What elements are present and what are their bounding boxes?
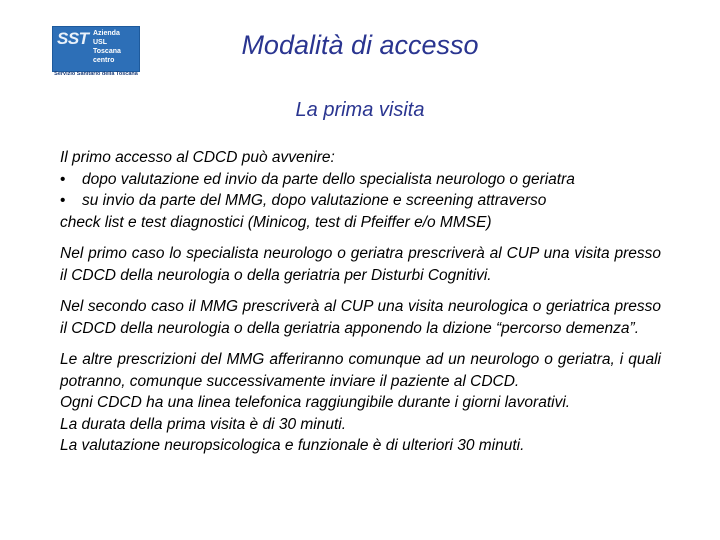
intro-text: Il primo accesso al CDCD può avvenire: — [60, 149, 335, 166]
page-subtitle: La prima visita — [295, 99, 425, 121]
paragraph-other-prescriptions: Le altre prescrizioni del MMG afferiranno comunque ad un neurologo o geriatra, i quali potranno, comunque successivamente inviare il paziente al CDCD. — [60, 351, 661, 390]
logo-line: centro — [93, 57, 115, 64]
list-item — [60, 190, 661, 212]
bullet-text: su invio da parte del MMG, dopo valutazione e screening attraverso — [82, 192, 547, 209]
logo-org-lines — [93, 29, 139, 65]
slide-body — [60, 147, 661, 457]
logo-line: Toscana — [93, 48, 121, 55]
assessment-duration-text: La valutazione neuropsicologica e funzionale è di ulteriori 30 minuti. — [60, 437, 525, 454]
logo-sst-text: SST — [57, 29, 89, 48]
bullet-icon: • — [60, 192, 66, 209]
logo-line: USL — [93, 39, 107, 46]
page-title: Modalità di accesso — [241, 30, 479, 60]
logo-mark — [52, 26, 140, 72]
bullet-icon: • — [60, 170, 66, 188]
logo-line: Azienda — [93, 30, 120, 37]
logo-caption: Servizio Sanitario della Toscana — [54, 71, 138, 77]
bullet-continuation: check list e test diagnostici (Minicog, test di Pfeiffer e/o MMSE) — [60, 213, 492, 231]
paragraph-first-case: Nel primo caso lo specialista neurologo o geriatra prescriverà al CUP una visita presso il CDCD della neurologia o della geriatria per Disturbi Cognitivi. — [60, 245, 661, 284]
sst-logo — [50, 26, 140, 78]
visit-duration-text: La durata della prima visita è di 30 minuti. — [60, 415, 347, 433]
list-item — [60, 169, 661, 191]
bullet-text: dopo valutazione ed invio da parte dello specialista neurologo o geriatra — [82, 170, 575, 188]
phone-line-text: Ogni CDCD ha una linea telefonica raggiungibile durante i giorni lavorativi. — [60, 394, 571, 411]
paragraph-second-case: Nel secondo caso il MMG prescriverà al CUP una visita neurologica o geriatrica presso il CDCD della neurologia o della geriatria apponendo la dizione “percorso demenza”. — [60, 298, 661, 337]
